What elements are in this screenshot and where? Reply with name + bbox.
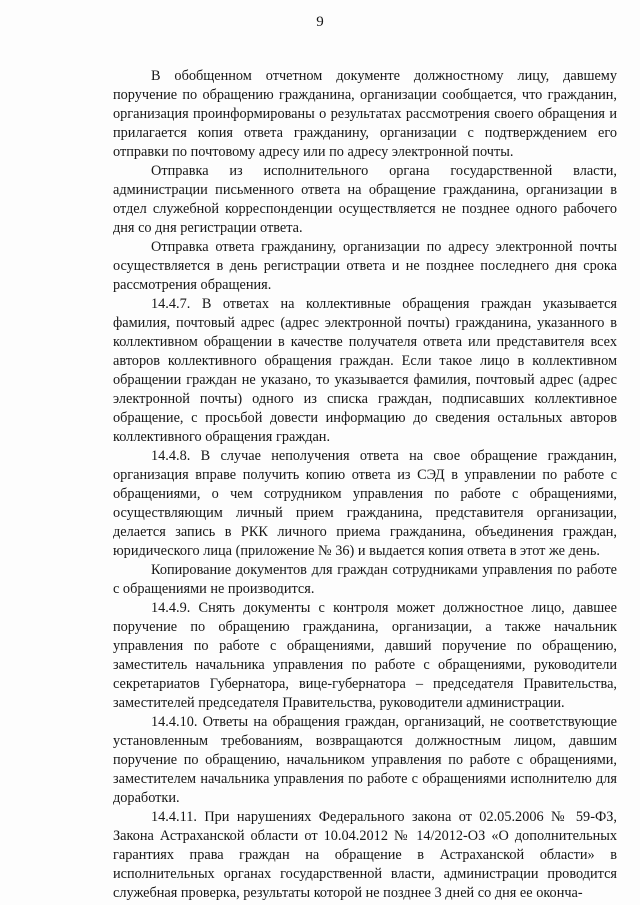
paragraph-dispatch-correspondence: Отправка из исполнительного органа государственной власти, администрации письменного ответа на обращение гражданина, организации в отдел служебной корреспонденции осуществляется не позднее одного рабочего дня со дня регистрации ответа. <box>113 163 617 236</box>
paragraph-14-4-7: 14.4.7. В ответах на коллективные обращения граждан указывается фамилия, почтовый адрес (адрес электронной почты) гражданина, указанного в коллективном обращении в качестве получателя ответа или представителя всех авторов коллективного обращения граждан. Если такое лицо в коллективном обращении граждан не указано, то указывается фамилия, почтовый адрес (адрес электронной почты) одного из списка граждан, подписавших коллективное обращение, с просьбой довести информацию до сведения остальных авторов коллективного обращения граждан. <box>113 296 617 445</box>
paragraph-14-4-9: 14.4.9. Снять документы с контроля может должностное лицо, давшее поручение по обращению гражданина, организации, а также начальник управления по работе с обращениями, давший поручение по обращению, заместитель начальника управления по работе с обращениями, руководители секретариатов Губернатора, вице-губернатора – председателя Правительства, заместителей председателя Правительства, руководители администрации. <box>113 600 617 711</box>
paragraph-summary-report: В обобщенном отчетном документе должностному лицу, давшему поручение по обращению гражданина, организации сообщается, что гражданин, организация проинформированы о результатах рассмотрения своего обращения и прилагается копия ответа гражданину, организации с подтверждением его отправки по почтовому адресу или по адресу электронной почты. <box>113 68 617 160</box>
paragraph-copying: Копирование документов для граждан сотрудниками управления по работе с обращениями не производится. <box>113 562 617 597</box>
paragraph-14-4-10: 14.4.10. Ответы на обращения граждан, организаций, не соответствующие установленным требованиям, возвращаются должностным лицом, давшим поручение по обращению, начальником управления по работе с обращениями, заместителем начальника управления по работе с обращениями исполнителю для доработки. <box>113 714 617 806</box>
page-number: 9 <box>316 14 324 30</box>
paragraph-14-4-11: 14.4.11. При нарушениях Федерального закона от 02.05.2006 № 59-ФЗ, Закона Астраханской области от 10.04.2012 № 14/2012-ОЗ «О дополнительных гарантиях права граждан на обращение в Астраханской области» в исполнительных органах государственной власти, администрации проводится служебная проверка, результаты которой не позднее 3 дней со дня ее оконча- <box>113 809 617 901</box>
document-body <box>113 67 617 903</box>
paragraph-14-4-8: 14.4.8. В случае неполучения ответа на свое обращение гражданин, организация вправе получить копию ответа из СЭД в управлении по работе с обращениями, о чем сотрудником управления по работе с обращениями, осуществляющим личный прием гражданина, представителя организации, делается запись в РКК личного приема гражданина, объединения граждан, юридического лица (приложение № 36) и выдается копия ответа в этот же день. <box>113 448 617 559</box>
paragraph-email-dispatch: Отправка ответа гражданину, организации по адресу электронной почты осуществляется в день регистрации ответа и не позднее последнего дня срока рассмотрения обращения. <box>113 239 617 293</box>
